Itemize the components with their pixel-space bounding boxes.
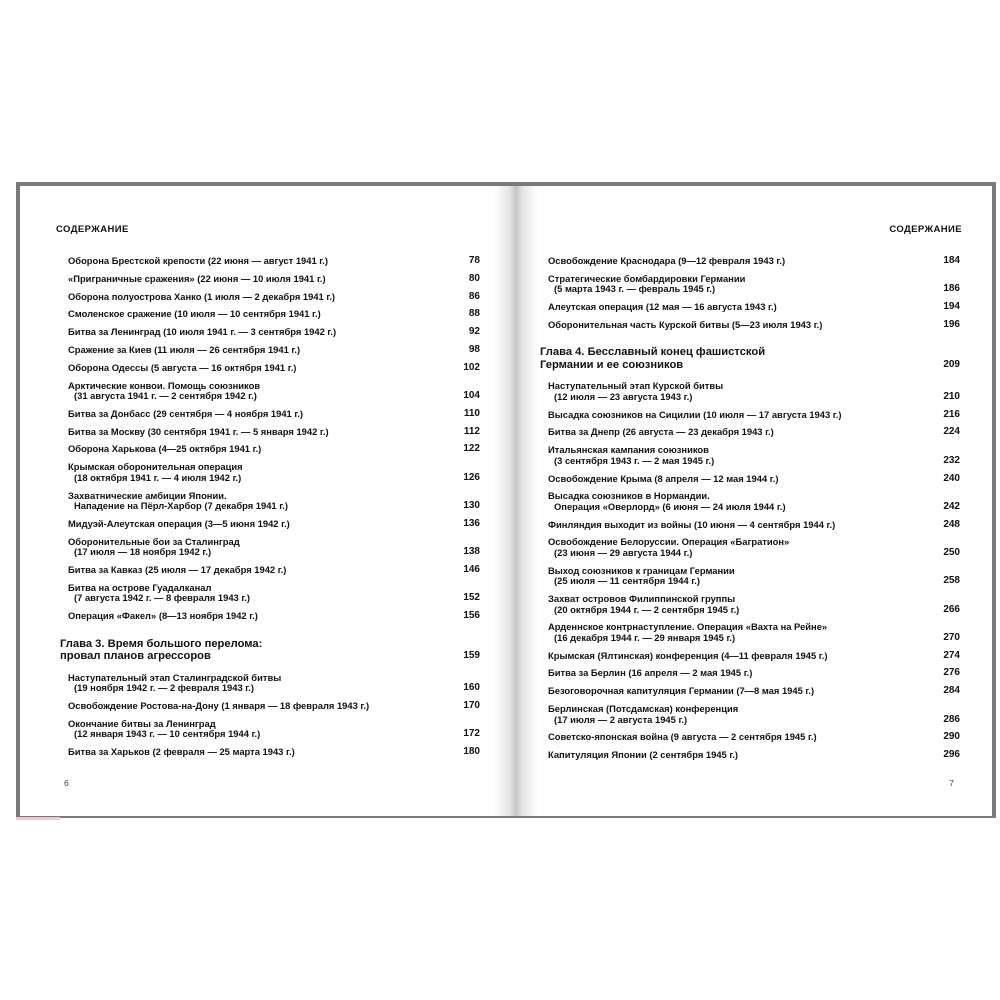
toc-entry — [548, 704, 960, 725]
toc-entry — [68, 409, 480, 420]
entry-title-line: Освобождение Ростова-на-Дону (1 января — 18 февраля 1943 г.) — [68, 699, 370, 711]
toc-entry — [548, 491, 960, 512]
entry-page-number: 126 — [463, 471, 480, 483]
toc-entry — [68, 491, 480, 512]
entry-page-number: 160 — [463, 682, 480, 694]
entry-title-line: (3 сентября 1943 г. — 2 мая 1945 г.) — [554, 454, 715, 466]
entry-title-line: Оборонительные бои за Сталинград — [68, 535, 240, 547]
entry-page-number: 296 — [943, 749, 960, 761]
entry-title-line: Операция «Факел» (8—13 ноября 1942 г.) — [68, 610, 258, 622]
toc-entry — [68, 327, 480, 338]
entry-title-line: Крымская (Ялтинская) конференция (4—11 февраля 1945 г.) — [548, 649, 828, 661]
entry-page-number: 170 — [463, 699, 480, 711]
toc-entry — [548, 427, 960, 438]
entry-title-line: Оборонительная часть Курской битвы (5—23 июля 1943 г.) — [548, 318, 823, 330]
entry-page-number: 112 — [463, 425, 480, 437]
entry-title — [548, 686, 932, 697]
toc-entry — [548, 410, 960, 421]
entry-title — [68, 491, 452, 512]
entry-title-line: Сражение за Киев (11 июля — 26 сентября 1941 г.) — [68, 343, 301, 355]
entry-title-line: Высадка союзников на Сицилии (10 июля — 17 августа 1943 г.) — [548, 408, 842, 420]
toc-entry — [68, 309, 480, 320]
entry-page-number: 88 — [468, 308, 480, 320]
entry-page-number: 242 — [943, 500, 960, 512]
entry-title-line: (31 августа 1941 г. — 2 сентября 1942 г.) — [74, 390, 257, 402]
entry-title-line: Битва за Харьков (2 февраля — 25 марта 1943 г.) — [68, 745, 295, 757]
toc-entry — [548, 651, 960, 662]
entry-page-number: 180 — [463, 745, 480, 757]
entry-title — [548, 732, 932, 743]
page-number: 7 — [949, 778, 954, 788]
entry-title — [68, 565, 452, 576]
entry-page-number: 102 — [463, 361, 480, 373]
entry-title-line: Битва на острове Гуадалканал — [68, 581, 212, 593]
entry-title-line: Смоленское сражение (10 июля — 10 сентября 1941 г.) — [68, 308, 321, 320]
entry-page-number: 130 — [463, 500, 480, 512]
entry-title-line: (12 июля — 23 августа 1943 г.) — [554, 390, 693, 402]
entry-title — [68, 256, 452, 267]
entry-title-line: Оборона Харькова (4—25 октября 1941 г.) — [68, 443, 262, 455]
entry-title-line: Финляндия выходит из войны (10 июня — 4 сентября 1944 г.) — [548, 518, 836, 530]
entry-title-line: Нападение на Пёрл-Харбор (7 декабря 1941 г.) — [74, 500, 288, 512]
entry-page-number: 274 — [943, 649, 960, 661]
entry-title — [68, 519, 452, 530]
entry-page-number: 266 — [943, 603, 960, 615]
entry-title-line: Капитуляция Японии (2 сентября 1945 г.) — [548, 749, 739, 761]
toc-entry — [548, 566, 960, 587]
entry-title — [548, 274, 932, 295]
entry-title — [548, 427, 932, 438]
entry-page-number: 258 — [943, 575, 960, 587]
entry-title-line: Захватнические амбиции Японии. — [68, 489, 227, 501]
entry-title — [548, 256, 932, 267]
entry-title — [68, 583, 452, 604]
entry-title — [68, 444, 452, 455]
entry-page-number: 194 — [943, 301, 960, 313]
entry-title — [68, 673, 452, 694]
toc-entry — [68, 747, 480, 758]
entry-page-number: 216 — [943, 408, 960, 420]
entry-title-line: Захват островов Филиппинской группы — [548, 593, 736, 605]
toc-entry — [68, 719, 480, 740]
entry-title-line: Советско-японская война (9 августа — 2 сентября 1945 г.) — [548, 731, 817, 743]
entry-page-number: 156 — [463, 610, 480, 622]
entry-title-line: Выход союзников к границам Германии — [548, 564, 735, 576]
running-header: СОДЕРЖАНИЕ — [889, 224, 962, 235]
entry-page-number: 196 — [943, 318, 960, 330]
entry-page-number: 104 — [463, 390, 480, 402]
entry-page-number: 110 — [463, 407, 480, 419]
entry-title-line: Глава 3. Время большого перелома: — [60, 637, 263, 650]
entry-page-number: 250 — [943, 546, 960, 558]
entry-title-line: Оборона Одессы (5 августа — 16 октября 1941 г.) — [68, 361, 297, 373]
entry-title-line: Берлинская (Потсдамская) конференция — [548, 703, 739, 715]
chapter-heading — [540, 346, 960, 371]
entry-title-line: Битва за Ленинград (10 июля 1941 г. — 3 сентября 1942 г.) — [68, 326, 337, 338]
entry-title — [68, 611, 452, 622]
entry-title-line: Окончание битвы за Ленинград — [68, 717, 216, 729]
table-of-contents — [540, 255, 960, 761]
running-header: СОДЕРЖАНИЕ — [56, 224, 129, 235]
entry-page-number: 232 — [943, 454, 960, 466]
toc-entry — [548, 732, 960, 743]
toc-entry — [548, 274, 960, 295]
entry-title-line: Операция «Оверлорд» (6 июня — 24 июля 1944 г.) — [554, 500, 786, 512]
entry-title-line: (16 декабря 1944 г. — 29 января 1945 г.) — [554, 631, 736, 643]
entry-page-number: 284 — [943, 685, 960, 697]
toc-entry — [68, 381, 480, 402]
chapter-heading — [60, 638, 480, 663]
toc-entry — [68, 519, 480, 530]
toc-entry — [548, 686, 960, 697]
entry-title — [548, 320, 932, 331]
entry-title-line: Арктические конвои. Помощь союзников — [68, 379, 261, 391]
entry-title — [548, 410, 932, 421]
entry-title-line: Наступательный этап Курской битвы — [548, 380, 724, 392]
toc-entry — [548, 256, 960, 267]
entry-title-line: Наступательный этап Сталинградской битвы — [68, 671, 282, 683]
entry-page-number: 248 — [943, 518, 960, 530]
entry-page-number: 138 — [463, 546, 480, 558]
entry-title — [68, 462, 452, 483]
entry-title — [548, 651, 932, 662]
entry-page-number: 240 — [943, 472, 960, 484]
entry-title — [68, 292, 452, 303]
entry-title-line: Арденнское контрнаступление. Операция «Вахта на Рейне» — [548, 621, 828, 633]
entry-title — [548, 474, 932, 485]
entry-title — [548, 622, 932, 643]
entry-title — [548, 381, 932, 402]
toc-entry — [68, 537, 480, 558]
entry-page-number: 98 — [468, 343, 480, 355]
entry-title — [68, 345, 452, 356]
entry-title-line: Германии и ее союзников — [540, 358, 684, 371]
entry-title-line: провал планов агрессоров — [60, 650, 211, 663]
entry-title-line: Стратегические бомбардировки Германии — [548, 272, 746, 284]
entry-page-number: 186 — [943, 283, 960, 295]
entry-title-line: Оборона полуострова Ханко (1 июля — 2 декабря 1941 г.) — [68, 290, 336, 302]
entry-page-number: 80 — [468, 272, 480, 284]
toc-entry — [548, 537, 960, 558]
entry-title — [548, 566, 932, 587]
toc-entry — [68, 583, 480, 604]
entry-title-line: (18 октября 1941 г. — 4 июля 1942 г.) — [74, 471, 242, 483]
toc-entry — [548, 445, 960, 466]
entry-page-number: 86 — [468, 290, 480, 302]
entry-title-line: Крымская оборонительная операция — [68, 461, 243, 473]
gutter-shadow — [494, 186, 516, 816]
toc-entry — [548, 750, 960, 761]
toc-entry — [68, 345, 480, 356]
entry-page-number: 290 — [943, 731, 960, 743]
entry-title-line: (5 марта 1943 г. — февраль 1945 г.) — [554, 283, 716, 295]
entry-title — [68, 427, 452, 438]
entry-title-line: Битва за Кавказ (25 июля — 17 декабря 1942 г.) — [68, 563, 287, 575]
entry-title — [548, 537, 932, 558]
entry-title-line: (19 ноября 1942 г. — 2 февраля 1943 г.) — [74, 682, 254, 694]
entry-title — [548, 594, 932, 615]
entry-title — [68, 747, 452, 758]
entry-title-line: Освобождение Белоруссии. Операция «Багратион» — [548, 536, 790, 548]
toc-entry — [548, 474, 960, 485]
entry-title-line: Алеутская операция (12 мая — 16 августа 1943 г.) — [548, 301, 777, 313]
toc-entry — [68, 673, 480, 694]
toc-entry — [548, 302, 960, 313]
entry-page-number: 270 — [943, 631, 960, 643]
toc-entry — [548, 320, 960, 331]
entry-title-line: (17 июля — 18 ноября 1942 г.) — [74, 546, 212, 558]
entry-title — [60, 638, 452, 663]
entry-title-line: «Приграничные сражения» (22 июня — 10 июля 1941 г.) — [68, 272, 326, 284]
entry-title-line: (23 июня — 29 августа 1944 г.) — [554, 546, 693, 558]
entry-page-number: 92 — [468, 326, 480, 338]
toc-entry — [68, 701, 480, 712]
toc-entry — [548, 622, 960, 643]
entry-title — [68, 327, 452, 338]
entry-title — [68, 537, 452, 558]
entry-page-number: 209 — [943, 358, 960, 370]
entry-page-number: 224 — [943, 426, 960, 438]
toc-entry — [68, 427, 480, 438]
entry-title-line: Битва за Донбасс (29 сентября — 4 ноября 1941 г.) — [68, 407, 304, 419]
entry-title-line: Безоговорочная капитуляция Германии (7—8 мая 1945 г.) — [548, 685, 815, 697]
entry-page-number: 286 — [943, 713, 960, 725]
entry-page-number: 136 — [463, 517, 480, 529]
entry-title-line: (7 августа 1942 г. — 8 февраля 1943 г.) — [74, 592, 251, 604]
table-of-contents — [60, 255, 480, 757]
entry-title — [68, 381, 452, 402]
entry-title — [68, 719, 452, 740]
entry-title-line: (17 июля — 2 августа 1945 г.) — [554, 713, 688, 725]
entry-title — [68, 409, 452, 420]
entry-title — [548, 668, 932, 679]
gutter-shadow — [516, 186, 538, 816]
toc-entry — [68, 292, 480, 303]
entry-title — [68, 274, 452, 285]
toc-entry — [68, 274, 480, 285]
toc-entry — [548, 520, 960, 531]
entry-page-number: 122 — [463, 443, 480, 455]
right-page — [516, 186, 992, 816]
entry-title — [548, 750, 932, 761]
entry-page-number: 172 — [463, 728, 480, 740]
entry-title-line: Освобождение Краснодара (9—12 февраля 1943 г.) — [548, 255, 786, 266]
toc-entry — [68, 565, 480, 576]
toc-entry — [68, 462, 480, 483]
entry-page-number: 159 — [463, 650, 480, 662]
entry-title-line: (12 января 1943 г. — 10 сентября 1944 г.) — [74, 728, 261, 740]
entry-page-number: 78 — [468, 255, 480, 266]
entry-title — [548, 445, 932, 466]
entry-title — [68, 701, 452, 712]
entry-page-number: 152 — [463, 592, 480, 604]
entry-page-number: 210 — [943, 390, 960, 402]
entry-page-number: 146 — [463, 563, 480, 575]
entry-title-line: Битва за Москву (30 сентября 1941 г. — 5 января 1942 г.) — [68, 425, 329, 437]
toc-entry — [68, 363, 480, 374]
entry-title-line: Мидуэй-Алеутская операция (3—5 июня 1942 г.) — [68, 517, 290, 529]
page-number: 6 — [64, 778, 69, 788]
entry-title-line: Итальянская кампания союзников — [548, 444, 709, 456]
entry-title — [548, 704, 932, 725]
entry-title-line: Оборона Брестской крепости (22 июня — август 1941 г.) — [68, 255, 328, 266]
toc-entry — [548, 381, 960, 402]
entry-title-line: (25 июля — 11 сентября 1944 г.) — [554, 575, 700, 587]
toc-entry — [548, 668, 960, 679]
entry-title-line: Битва за Берлин (16 апреля — 2 мая 1945 г.) — [548, 667, 753, 679]
toc-entry — [68, 611, 480, 622]
entry-title-line: Глава 4. Бесславный конец фашистской — [540, 346, 766, 359]
entry-title-line: Высадка союзников в Нормандии. — [548, 490, 710, 502]
entry-page-number: 184 — [943, 255, 960, 266]
entry-title-line: Освобождение Крыма (8 апреля — 12 мая 1944 г.) — [548, 472, 779, 484]
entry-title — [68, 363, 452, 374]
toc-entry — [68, 444, 480, 455]
entry-title — [548, 302, 932, 313]
bookmark-ribbon — [16, 817, 60, 820]
entry-title-line: Битва за Днепр (26 августа — 23 декабря 1943 г.) — [548, 426, 774, 438]
entry-title — [540, 346, 932, 371]
entry-page-number: 276 — [943, 667, 960, 679]
entry-title-line: (20 октября 1944 г. — 2 сентября 1945 г.) — [554, 603, 740, 615]
entry-title — [548, 491, 932, 512]
left-page — [20, 186, 516, 816]
toc-entry — [68, 256, 480, 267]
entry-title — [68, 309, 452, 320]
book-spread — [16, 182, 996, 818]
toc-entry — [548, 594, 960, 615]
entry-title — [548, 520, 932, 531]
